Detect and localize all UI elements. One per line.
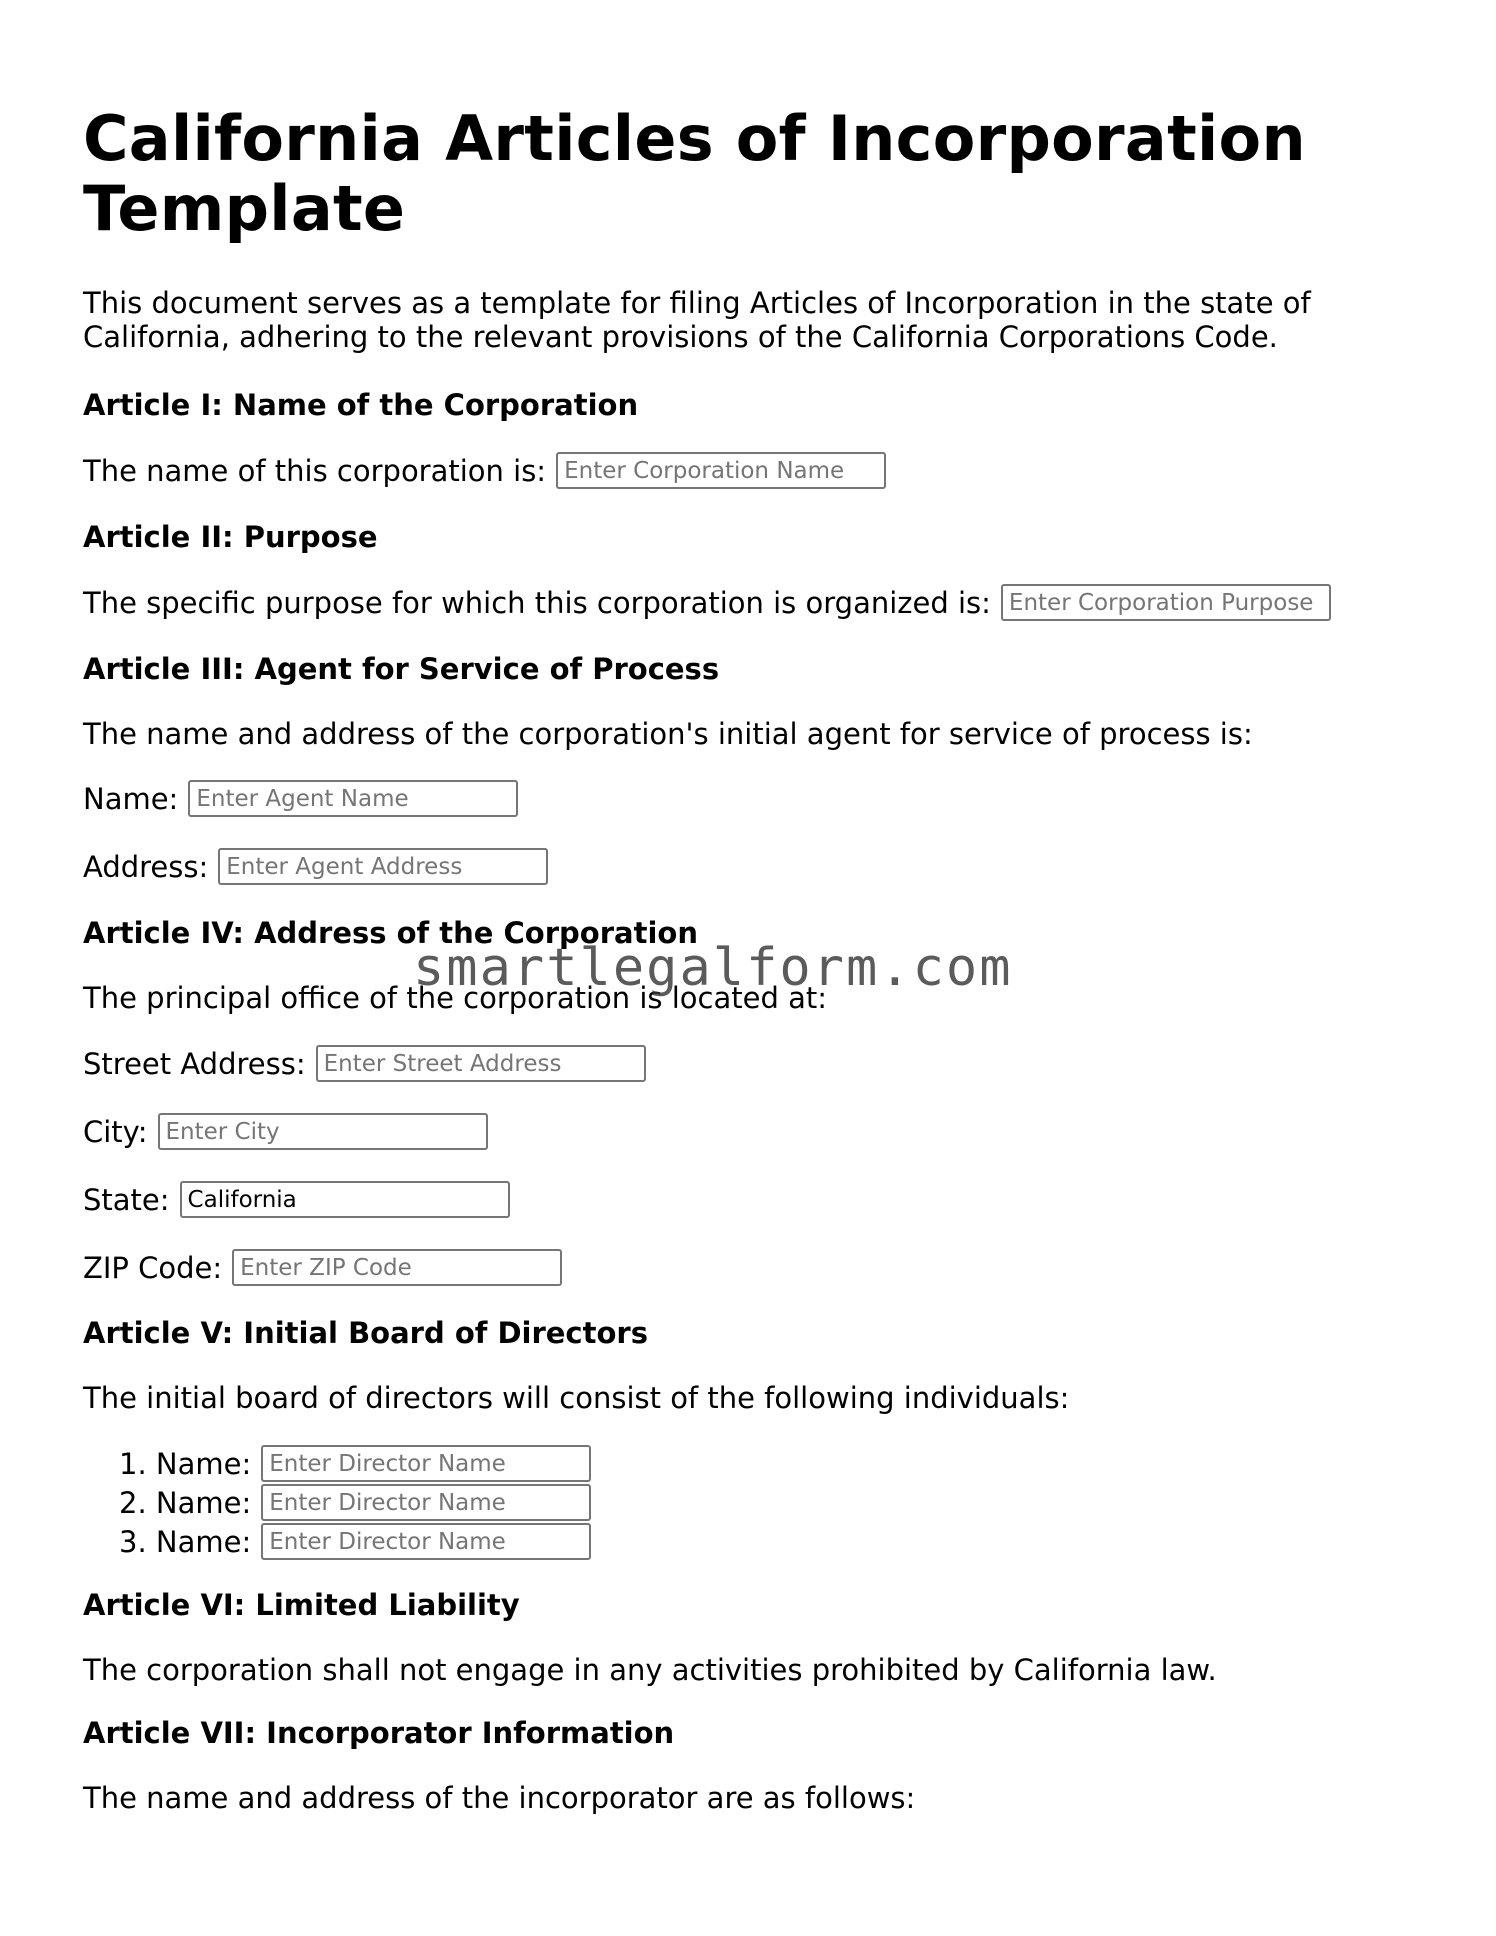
- article-5-heading: Article V: Initial Board of Directors: [83, 1316, 648, 1350]
- state-input[interactable]: [180, 1181, 510, 1218]
- zip-code-input[interactable]: [232, 1249, 562, 1286]
- city-label: City:: [83, 1114, 148, 1149]
- director-item: [119, 1483, 591, 1522]
- director-name-input-1[interactable]: [261, 1445, 591, 1482]
- agent-name-row: [83, 780, 518, 817]
- street-address-input[interactable]: [316, 1045, 646, 1082]
- agent-name-input[interactable]: [188, 780, 518, 817]
- director-name-label: Name:: [155, 1524, 252, 1559]
- director-name-input-2[interactable]: [261, 1484, 591, 1521]
- director-name-label: Name:: [155, 1446, 252, 1481]
- agent-intro-text: The name and address of the corporation's initial agent for service of process is:: [83, 717, 1253, 751]
- street-address-label: Street Address:: [83, 1046, 306, 1081]
- zip-code-row: [83, 1249, 562, 1286]
- corporation-purpose-label: The specific purpose for which this corporation is organized is:: [83, 585, 991, 620]
- article-7-heading: Article VII: Incorporator Information: [83, 1716, 675, 1750]
- article-6-heading: Article VI: Limited Liability: [83, 1588, 520, 1622]
- page-title: California Articles of Incorporation Template: [83, 102, 1306, 245]
- article-4-heading: Article IV: Address of the Corporation: [83, 916, 698, 950]
- city-row: [83, 1113, 488, 1150]
- office-intro-text: The principal office of the corporation is located at:: [83, 981, 828, 1015]
- agent-address-row: [83, 848, 548, 885]
- director-item: [119, 1522, 591, 1561]
- article-1-heading: Article I: Name of the Corporation: [83, 388, 639, 422]
- article-2-heading: Article II: Purpose: [83, 520, 378, 554]
- director-name-label: Name:: [155, 1485, 252, 1520]
- street-address-row: [83, 1045, 646, 1082]
- agent-address-label: Address:: [83, 849, 209, 884]
- intro-paragraph: This document serves as a template for filing Articles of Incorporation in the state of California, adhering to the relevant provisions of the California Corporations Code.: [83, 286, 1311, 354]
- corporation-name-label: The name of this corporation is:: [83, 453, 547, 488]
- article-3-heading: Article III: Agent for Service of Process: [83, 652, 720, 686]
- city-input[interactable]: [158, 1113, 488, 1150]
- director-name-input-3[interactable]: [261, 1523, 591, 1560]
- corporation-name-row: [83, 452, 886, 489]
- directors-list: [119, 1444, 591, 1561]
- state-row: [83, 1181, 510, 1218]
- director-number: 1.: [119, 1446, 147, 1481]
- watermark: smartlegalform.com: [413, 938, 1013, 998]
- agent-address-input[interactable]: [218, 848, 548, 885]
- director-number: 3.: [119, 1524, 147, 1559]
- zip-code-label: ZIP Code:: [83, 1250, 223, 1285]
- agent-name-label: Name:: [83, 781, 179, 816]
- liability-text: The corporation shall not engage in any activities prohibited by California law.: [83, 1653, 1217, 1687]
- corporation-name-input[interactable]: [556, 452, 886, 489]
- corporation-purpose-row: [83, 584, 1331, 621]
- director-item: [119, 1444, 591, 1483]
- directors-intro-text: The initial board of directors will consist of the following individuals:: [83, 1381, 1070, 1415]
- corporation-purpose-input[interactable]: [1001, 584, 1331, 621]
- director-number: 2.: [119, 1485, 147, 1520]
- incorporator-intro-text: The name and address of the incorporator are as follows:: [83, 1781, 916, 1815]
- state-label: State:: [83, 1182, 170, 1217]
